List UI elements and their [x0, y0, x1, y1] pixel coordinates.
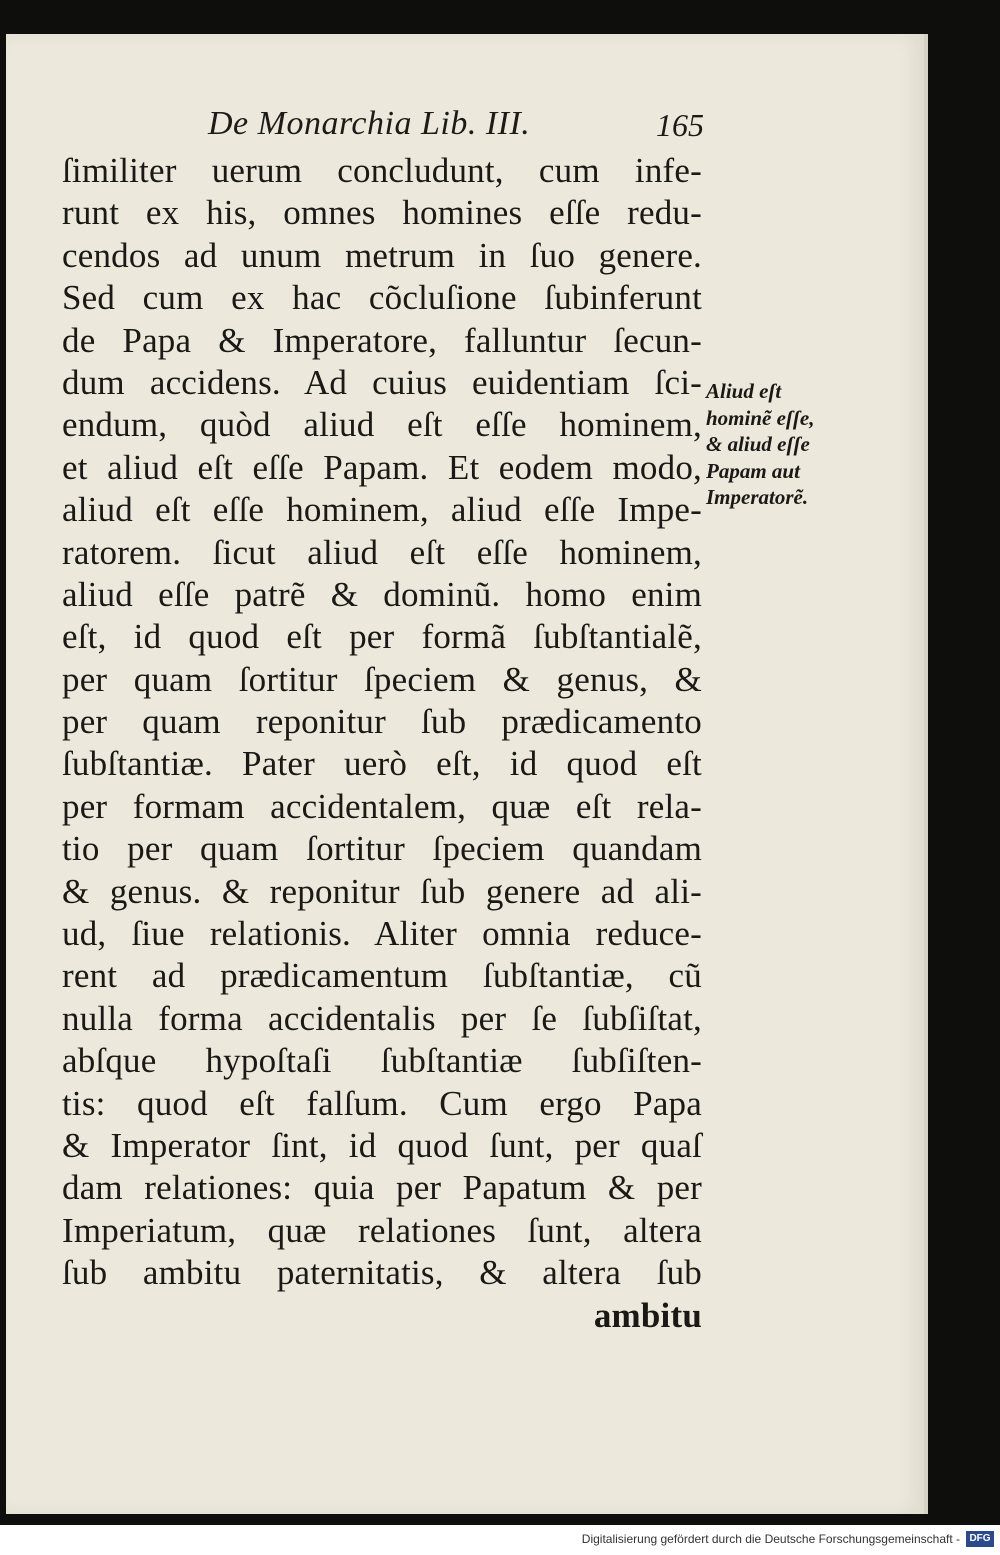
catchword: ambitu — [593, 1295, 702, 1335]
funding-credit: Digitalisierung gefördert durch die Deutsche Forschungsgemeinschaft - — [581, 1532, 960, 1546]
text-line: aliud eſſe patrẽ & dominũ. homo enim — [62, 574, 702, 614]
footer-bar — [0, 1525, 1000, 1555]
marginal-note-line: hominẽ eſſe, — [706, 405, 815, 430]
text-line: et aliud eſt eſſe Papam. Et eodem modo, — [62, 447, 702, 487]
text-line: runt ex his, omnes homines eſſe redu- — [62, 193, 702, 233]
marginal-note-line: Imperatorẽ. — [706, 485, 809, 509]
text-line: tio per quam ſortitur ſpeciem quandam — [62, 829, 702, 869]
page-header — [200, 105, 710, 145]
marginal-note-line: & aliud eſſe — [706, 432, 810, 456]
text-line: nulla forma accidentalis per ſe ſubſiſtat, — [62, 998, 702, 1038]
text-line: ud, ſiue relationis. Aliter omnia reduce- — [62, 914, 702, 954]
text-line: Imperiatum, quæ relationes ſunt, altera — [62, 1210, 702, 1250]
text-line: per formam accidentalem, quæ eſt rela- — [62, 786, 702, 826]
text-line: ſub ambitu paternitatis, & altera ſub — [62, 1253, 702, 1293]
main-text-block — [62, 150, 702, 1337]
text-line: ſubſtantiæ. Pater uerò eſt, id quod eſt — [62, 744, 702, 784]
text-line: per quam reponitur ſub prædicamento — [62, 702, 702, 742]
text-line: abſque hypoſtaſi ſubſtantiæ ſubſiſten- — [62, 1041, 702, 1081]
text-line: cendos ad unum metrum in ſuo genere. — [62, 235, 702, 275]
text-line: dam relationes: quia per Papatum & per — [62, 1168, 702, 1208]
text-line: & Imperator ſint, id quod ſunt, per quaſ — [62, 1125, 702, 1165]
text-line: tis: quod eſt falſum. Cum ergo Papa — [62, 1083, 702, 1123]
marginal-note-line: Papam aut — [706, 458, 800, 483]
text-line: dum accidens. Ad cuius euidentiam ſci- — [62, 362, 702, 402]
text-line: ratorem. ſicut aliud eſt eſſe hominem, — [62, 532, 702, 572]
running-head: De Monarchia Lib. III. — [208, 105, 531, 142]
text-line: aliud eſt eſſe hominem, aliud eſſe Impe- — [62, 490, 702, 530]
marginal-note-line: Aliud eſt — [706, 379, 782, 403]
text-line: rent ad prædicamentum ſubſtantiæ, cũ — [62, 956, 702, 996]
text-line: de Papa & Imperatore, falluntur ſecun- — [62, 320, 702, 360]
text-line: eſt, id quod eſt per formã ſubſtantialẽ, — [62, 617, 702, 657]
dfg-logo: DFG — [966, 1531, 994, 1547]
text-line: ſimiliter uerum concludunt, cum infe- — [62, 151, 702, 190]
page-number: 165 — [656, 107, 704, 143]
text-line: endum, quòd aliud eſt eſſe hominem, — [62, 405, 702, 445]
text-line: & genus. & reponitur ſub genere ad ali- — [62, 871, 702, 911]
text-line: Sed cum ex hac cõcluſione ſubinferunt — [62, 278, 702, 318]
text-line: per quam ſortitur ſpeciem & genus, & — [62, 659, 702, 699]
marginal-note — [706, 378, 856, 511]
